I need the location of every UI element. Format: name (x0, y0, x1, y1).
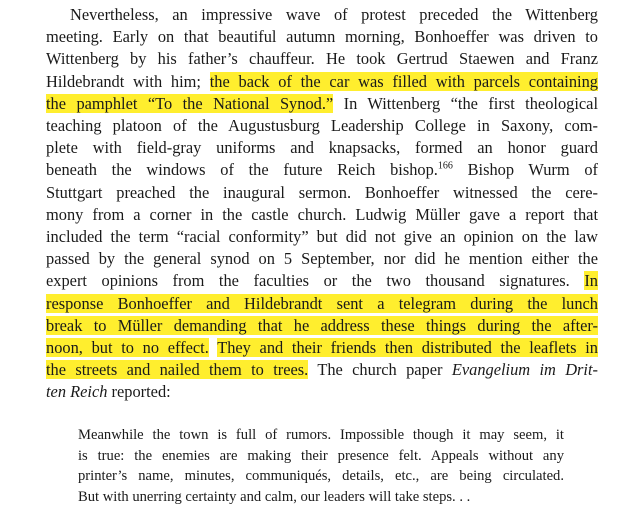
quote-line: printer’s name, minutes, communiqués, details, etc., are being circulated. (78, 468, 564, 485)
highlighted-text: the streets and nailed them to trees. (46, 360, 309, 380)
text-line (46, 71, 598, 93)
highlighted-text: They and their friends then distributed the leaflets in (217, 338, 598, 358)
highlighted-text: In (584, 271, 598, 291)
text-line (46, 226, 598, 248)
text-line (46, 337, 598, 359)
text-segment: meeting. Early on that beautiful autumn morning, Bonhoeffer was driven to (46, 27, 598, 47)
text-line (46, 4, 598, 26)
text-line (46, 137, 598, 159)
highlighted-text: noon, but to no effect. (46, 338, 209, 358)
quote-line: But with unerring certainty and calm, our leaders will take steps. . . (78, 488, 471, 505)
text-segment: Bishop Wurm of (452, 160, 598, 180)
text-line (46, 381, 598, 403)
text-line (46, 26, 598, 48)
text-segment: included the term “racial conformity” but did not give an opinion on the law (46, 227, 598, 247)
footnote-ref: 166 (437, 160, 453, 172)
block-quote (78, 425, 564, 507)
quote-line: Meanwhile the town is full of rumors. Impossible though it may seem, it (78, 427, 564, 443)
text-segment: Stuttgart preached the inaugural sermon. Bonhoeffer witnessed the cere- (46, 182, 598, 202)
text-segment: passed by the general synod on 5 September, nor did he mention either the (46, 249, 598, 269)
text-line (46, 293, 598, 315)
text-segment: The church paper (308, 360, 452, 380)
text-line (46, 48, 598, 70)
text-segment: mony from a corner in the castle church. Ludwig Müller gave a report that (46, 204, 598, 224)
text-line (46, 270, 598, 292)
text-segment: Nevertheless, an impressive wave of protest preceded the Wittenberg (70, 5, 598, 24)
quote-line: is true: the enemies are making their presence felt. Appeals without any (78, 447, 564, 464)
text-segment: expert opinions from the faculties or the two thousand signatures. (46, 271, 585, 291)
text-line (46, 359, 598, 381)
text-line (46, 115, 598, 137)
text-line (46, 159, 598, 181)
text-segment: beneath the windows of the future Reich bishop. (46, 160, 438, 180)
text-segment: Evangelium im Drit- (451, 360, 598, 380)
text-line (46, 182, 598, 204)
text-line (46, 248, 598, 270)
highlighted-text: the pamphlet “To the National Synod.” (46, 93, 334, 113)
text-segment: reported: (107, 382, 171, 402)
highlighted-text: the back of the car was filled with parcels containing (209, 71, 598, 91)
text-segment: Wittenberg by his father’s chauffeur. He took Gertrud Staewen and Franz (46, 49, 598, 69)
text-line (46, 93, 598, 115)
text-segment: ten Reich (46, 382, 108, 402)
text-segment: plete with field-gray uniforms and knapsacks, formed an honor guard (46, 138, 598, 158)
text-segment: In Wittenberg “the first theological (333, 93, 598, 113)
text-segment: teaching platoon of the Augustusburg Leadership College in Saxony, com- (46, 116, 598, 136)
body-paragraph (46, 4, 598, 404)
highlighted-text: response Bonhoeffer and Hildebrandt sent a telegram during the lunch (46, 293, 598, 313)
text-segment (209, 338, 217, 357)
text-line (46, 204, 598, 226)
highlighted-text: break to Müller demanding that he address these things during the after- (46, 315, 598, 335)
text-line (46, 315, 598, 337)
text-segment: Hildebrandt with him; (46, 71, 210, 91)
